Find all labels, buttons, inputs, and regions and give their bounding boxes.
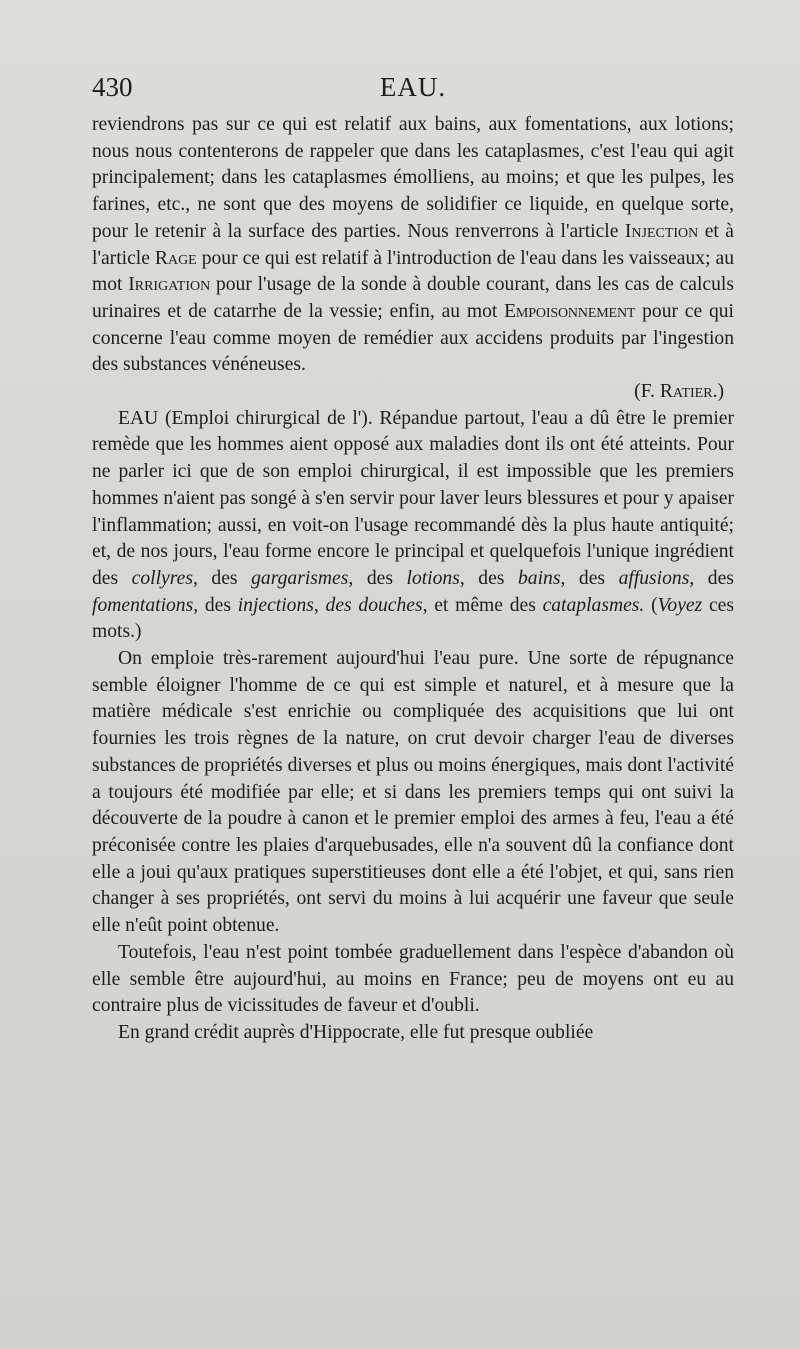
- ref-irrigation: Irrigation: [128, 274, 211, 296]
- paragraph-3: On emploie très-rarement aujourd'hui l'eau pure. Une sorte de répugnance semble éloigner l'homme de ce qui est simple et naturel, et à mesure que la matière médicale s'est enrichie ou compliquée des acquisitions que lui ont fournies les trois règnes de la nature, on crut devoir charger l'eau de diverses substances de propriétés diverses et plus ou moins énergiques, mais dont l'activité a toujours été modifiée par elle; et si dans les premiers temps qui ont suivi la découverte de la poudre à canon et le premier emploi des armes à feu, l'eau a été préconisée contre les plaies d'arquebusades, elle n'a souvent dû la confiance dont elle a joui qu'aux pratiques superstitieuses dont elle a été l'objet, et qui, sans rien changer à ses propriétés, ont servi du moins à lui acquérir une faveur que seule elle n'eût point obtenue.: [92, 648, 734, 937]
- page-header: [92, 72, 734, 106]
- running-head: EAU.: [379, 72, 447, 102]
- ref-rage: Rage: [154, 247, 197, 269]
- author-signature: (F. Ratier.): [634, 381, 724, 403]
- paragraph-1: reviendrons pas sur ce qui est relatif aux bains, aux fomentations, aux lotions; nous nous contenterons de rappeler que dans les cataplasmes, c'est l'eau qui agit principalement; dans les cataplasmes émolliens, au moins; et que les pulpes, les farines, etc., ne sont que des moyens de solidifier ce liquide, en quelque sorte, pour le retenir à la surface des parties. Nous renverrons à l'article Injection et à l'article Rage pour ce qui est relatif à l'introduction de l'eau dans les vaisseaux; au mot Irrigation pour l'usage de la sonde à double courant, dans les cas de calculs urinaires et de catarrhe de la vessie; enfin, au mot Empoisonnement pour ce qui concerne l'eau comme moyen de remédier aux accidens produits par l'ingestion des substances vénéneuses.: [92, 114, 734, 376]
- body-text: [92, 112, 734, 1047]
- page-number: 430: [92, 72, 133, 102]
- paragraph-4: Toutefois, l'eau n'est point tombée graduellement dans l'espèce d'abandon où elle semble être aujourd'hui, au moins en France; peu de moyens ont eu au contraire plus de vicissitudes de faveur et d'oubli.: [92, 941, 734, 1017]
- ref-empoisonnement: Empoisonnement: [504, 300, 636, 322]
- paragraph-2: EAU (Emploi chirurgical de l'). Répandue partout, l'eau a dû être le premier remède que les hommes aient opposé aux maladies dont ils ont été atteints. Pour ne parler ici que de son emploi chirurgical, il est impossible que les premiers hommes n'aient pas songé à s'en servir pour laver leurs blessures et pour y apaiser l'inflammation; aussi, en voit-on l'usage recommandé dès la plus haute antiquité; et, de nos jours, l'eau forme encore le principal et quelquefois l'unique ingrédient des collyres, des gargarismes, des lotions, des bains, des affusions, des fomentations, des injections, des douches, et même des cataplasmes. (Voyez ces mots.): [92, 407, 734, 643]
- entry-head: EAU: [118, 407, 159, 429]
- paragraph-5: En grand crédit auprès d'Hippocrate, elle fut presque oubliée: [118, 1021, 594, 1043]
- ref-injection: Injection: [624, 220, 699, 242]
